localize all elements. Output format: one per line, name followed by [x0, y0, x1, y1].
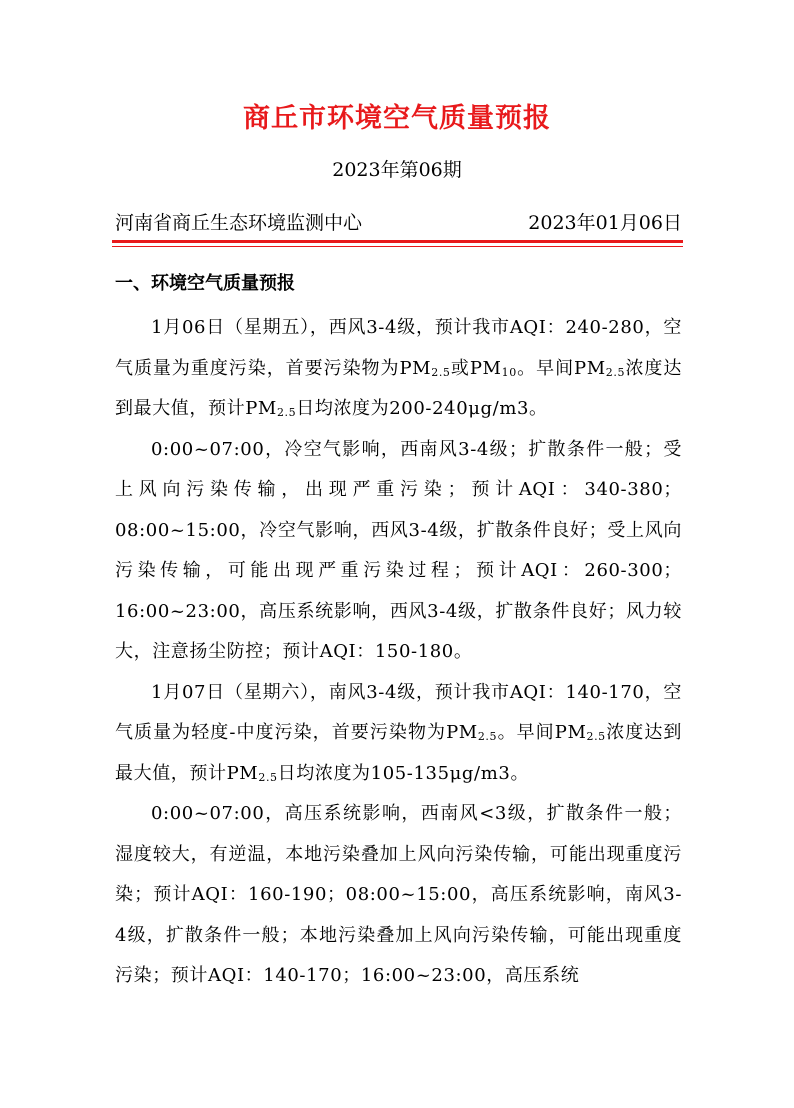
- day1-subscript-3: 2.5: [605, 365, 626, 379]
- day1-subscript-2: 10: [501, 365, 517, 379]
- day1-detail-paragraph: 0:00~07:00，冷空气影响，西南风3-4级；扩散条件一般；受上风向污染传输，出现严重污染；预计AQI：340-380；08:00~15:00，冷空气影响，西风3-4级，扩散条件良好；受上风向污染传输，可能出现严重污染过程；预计AQI：260-300；16:00~23:00，高压系统影响，西风3-4级，扩散条件良好；风力较大，注意扬尘防控；预计AQI：150-180。: [115, 438, 682, 662]
- issuing-organization: 河南省商丘生态环境监测中心: [115, 212, 363, 234]
- day1-text-1: 1月06日（星期五），西风3-4级，预计我市AQI：240-280，空气质量为重度污染，首要污染物为PM: [115, 317, 682, 379]
- day2-text-1: 1月07日（星期六），南风3-4级，预计我市AQI：140-170，空气质量为轻度-中度污染，首要污染物为PM: [115, 681, 682, 743]
- day2-detail-paragraph: 0:00~07:00，高压系统影响，西南风<3级，扩散条件一般；湿度较大，有逆温，本地污染叠加上风向污染传输，可能出现重度污染；预计AQI：160-190；08:00~15:00，高压系统影响，南风3-4级，扩散条件一般；本地污染叠加上风向污染传输，可能出现重度污染；预计AQI：140-170；16:00~23:00，高压系统: [115, 803, 682, 986]
- day1-summary-paragraph: [115, 308, 682, 430]
- day2-text-3: 浓度达到最大值，预计PM: [115, 722, 683, 784]
- issue-number: 2023年第06期: [332, 159, 462, 181]
- forecast-body: [115, 308, 682, 997]
- header-divider-thin: [112, 246, 683, 247]
- report-title: 商丘市环境空气质量预报: [243, 103, 551, 134]
- day2-subscript-2: 2.5: [586, 730, 606, 743]
- day1-text-5: 日均浓度为200-240μg/m3。: [296, 398, 548, 419]
- day2-subscript-1: 2.5: [477, 730, 498, 743]
- day1-text-3: 。早间PM: [516, 357, 606, 379]
- day1-text-4: 浓度达到最大值，预计PM: [115, 357, 682, 419]
- day2-text-4: 日均浓度为105-135μg/m3。: [277, 762, 530, 784]
- day2-summary-paragraph: [115, 673, 682, 795]
- day1-subscript-1: 2.5: [431, 365, 451, 379]
- issue-date: 2023年01月06日: [528, 212, 682, 234]
- section-heading: 一、环境空气质量预报: [115, 273, 295, 294]
- day2-subscript-3: 2.5: [258, 770, 278, 784]
- day1-text-2: 或PM: [450, 357, 502, 379]
- header-divider-thick: [112, 240, 683, 243]
- day1-subscript-4: 2.5: [276, 406, 297, 419]
- day2-text-2: 。早间PM: [497, 722, 587, 743]
